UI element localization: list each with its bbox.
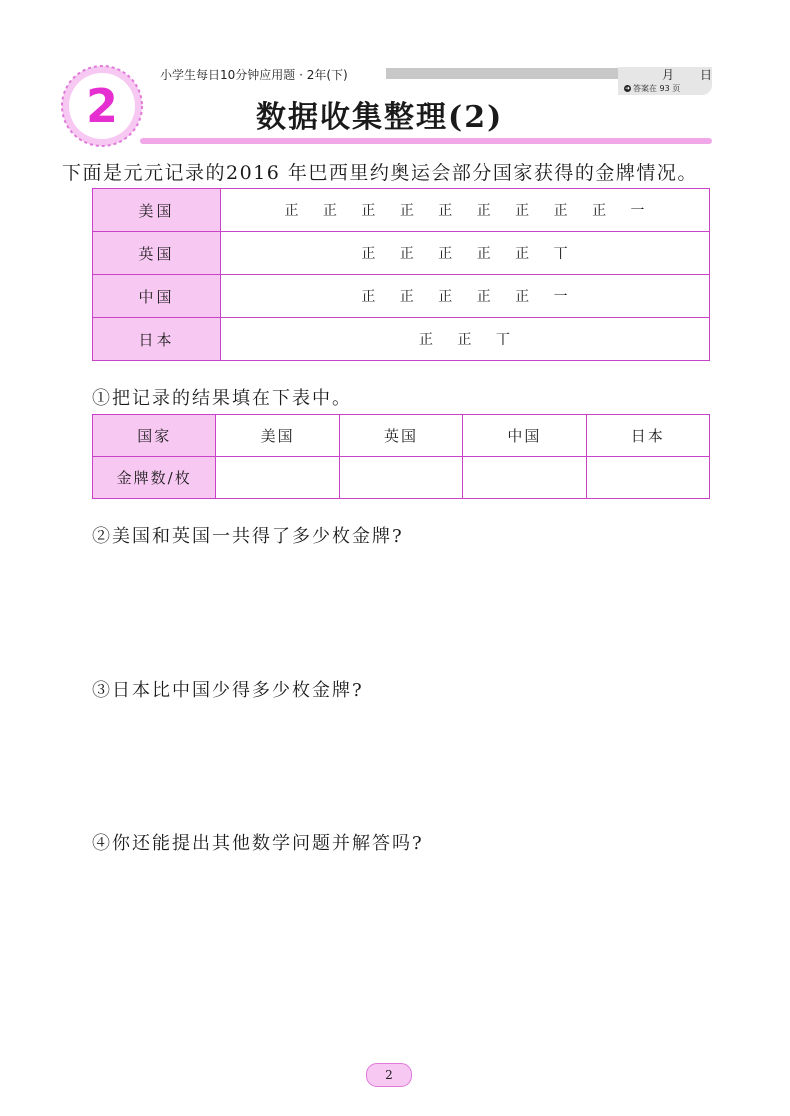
tally-cell: 正 正 正 正 正 一 — [221, 275, 710, 318]
question-3: ③日本比中国少得多少枚金牌? — [92, 680, 364, 701]
country-cell: 中国 — [93, 275, 221, 318]
answer-cell[interactable] — [586, 457, 709, 499]
month-label: 月 — [662, 68, 675, 82]
table-row — [93, 318, 710, 361]
tally-table — [92, 188, 710, 361]
header-cell: 国家 — [93, 415, 216, 457]
answer-cell[interactable] — [339, 457, 462, 499]
question-1: ①把记录的结果填在下表中。 — [92, 388, 352, 409]
country-cell: 美国 — [93, 189, 221, 232]
page-number — [366, 1063, 412, 1087]
table-row — [93, 232, 710, 275]
tally-cell: 正 正 丅 — [221, 318, 710, 361]
arrow-icon: ➜ — [624, 85, 631, 92]
title-underline — [140, 138, 712, 144]
country-header: 日本 — [586, 415, 709, 457]
tally-cell: 正 正 正 正 正 丅 — [221, 232, 710, 275]
answer-note-text: 答案在 93 页 — [633, 84, 681, 93]
series-title: 小学生每日10分钟应用题 · 2年(下) — [160, 68, 348, 82]
header-bar — [386, 68, 618, 79]
table-row — [93, 275, 710, 318]
answer-cell[interactable] — [463, 457, 586, 499]
day-label: 日 — [700, 68, 713, 82]
country-header: 美国 — [216, 415, 339, 457]
question-2: ②美国和英国一共得了多少枚金牌? — [92, 526, 404, 547]
country-header: 中国 — [463, 415, 586, 457]
question-4: ④你还能提出其他数学问题并解答吗? — [92, 833, 424, 854]
table-row — [93, 189, 710, 232]
table-row — [93, 415, 710, 457]
row-label: 金牌数/枚 — [93, 457, 216, 499]
country-header: 英国 — [339, 415, 462, 457]
answer-note — [624, 83, 680, 94]
page-title: 数据收集整理(2) — [256, 100, 504, 135]
answer-cell[interactable] — [216, 457, 339, 499]
intro-text: 下面是元元记录的2016 年巴西里约奥运会部分国家获得的金牌情况。 — [62, 162, 698, 184]
fill-table — [92, 414, 710, 499]
tally-cell: 正 正 正 正 正 正 正 正 正 一 — [221, 189, 710, 232]
country-cell: 日本 — [93, 318, 221, 361]
table-row — [93, 457, 710, 499]
lesson-number: 2 — [85, 79, 118, 133]
country-cell: 英国 — [93, 232, 221, 275]
page-number-text: 2 — [385, 1068, 393, 1082]
